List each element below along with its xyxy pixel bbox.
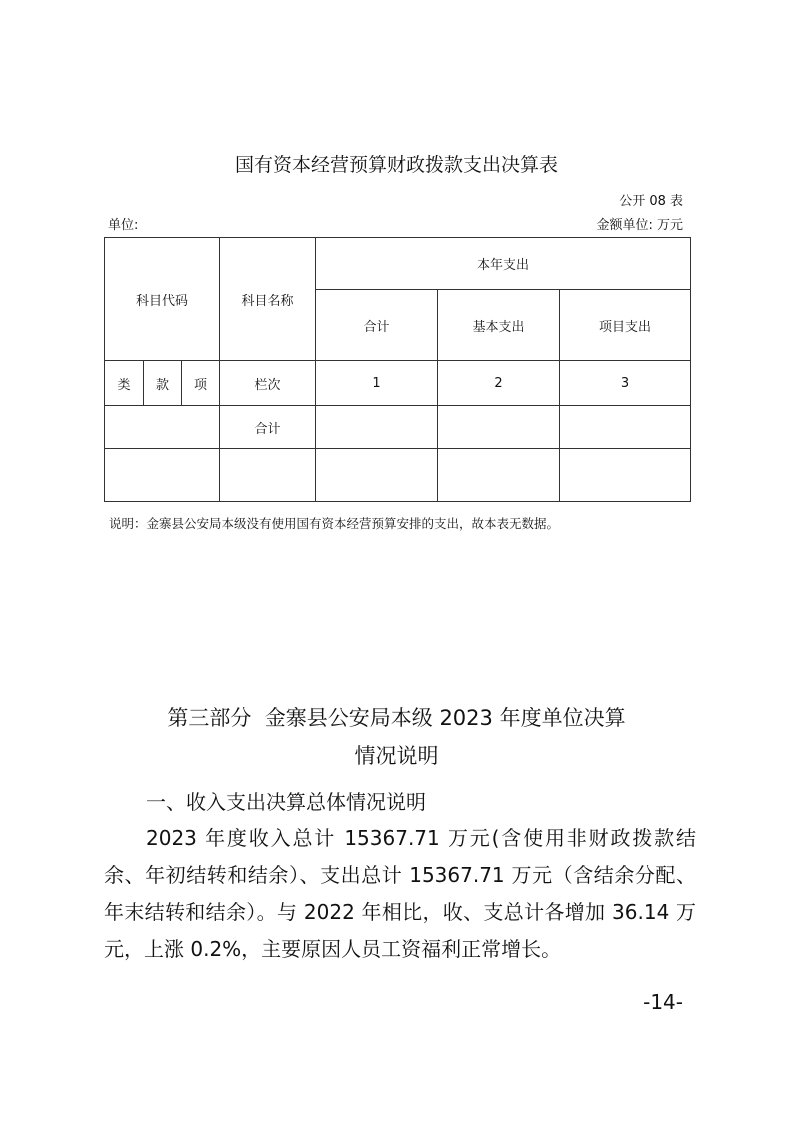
column-number-2: 2 bbox=[438, 361, 560, 406]
empty-row-basic-cell bbox=[438, 449, 560, 502]
column-number-1: 1 bbox=[316, 361, 438, 406]
header-subject-name: 科目名称 bbox=[220, 238, 316, 361]
sum-project-cell bbox=[560, 406, 691, 449]
sum-total-cell bbox=[316, 406, 438, 449]
row-item: 项 bbox=[182, 361, 220, 406]
sum-row-label: 合计 bbox=[220, 406, 316, 449]
section-title-line-1: 第三部分 金寨县公安局本级 2023 年度单位决算 bbox=[167, 706, 626, 730]
header-total: 合计 bbox=[316, 290, 438, 361]
header-project-expense: 项目支出 bbox=[560, 290, 691, 361]
empty-row-name-cell bbox=[220, 449, 316, 502]
row-section: 款 bbox=[144, 361, 182, 406]
sum-basic-cell bbox=[438, 406, 560, 449]
unit-label: 单位: bbox=[108, 218, 139, 233]
header-subject-code: 科目代码 bbox=[105, 238, 220, 361]
subheading: 一、收入支出决算总体情况说明 bbox=[146, 790, 426, 814]
form-number: 公开 08 表 bbox=[619, 194, 683, 209]
row-class: 类 bbox=[105, 361, 144, 406]
empty-row-project-cell bbox=[560, 449, 691, 502]
page-number: -14- bbox=[643, 990, 683, 1014]
empty-row-total-cell bbox=[316, 449, 438, 502]
body-paragraph: 2023 年度收入总计 15367.71 万元(含使用非财政拨款结余、年初结转和结余）、支出总计 15367.71 万元（含结余分配、年末结转和结余）。与 2022 年相比，收、支总计各增加 36.14 万元，上涨 0.2%，主要原因人员工资福利正常增长。 bbox=[104, 826, 696, 961]
header-this-year-expense: 本年支出 bbox=[316, 238, 691, 290]
section-title-line-2: 情况说明 bbox=[354, 744, 439, 768]
amount-unit: 金额单位: 万元 bbox=[596, 218, 683, 233]
sum-row-code-cell bbox=[105, 406, 220, 449]
empty-row-code-cell bbox=[105, 449, 220, 502]
table-title: 国有资本经营预算财政拨款支出决算表 bbox=[234, 154, 558, 176]
column-number-3: 3 bbox=[560, 361, 691, 406]
table-note: 说明：金寨县公安局本级没有使用国有资本经营预算安排的支出，故本表无数据。 bbox=[109, 516, 560, 531]
row-column-label: 栏次 bbox=[220, 361, 316, 406]
budget-table bbox=[104, 237, 691, 502]
header-basic-expense: 基本支出 bbox=[438, 290, 560, 361]
